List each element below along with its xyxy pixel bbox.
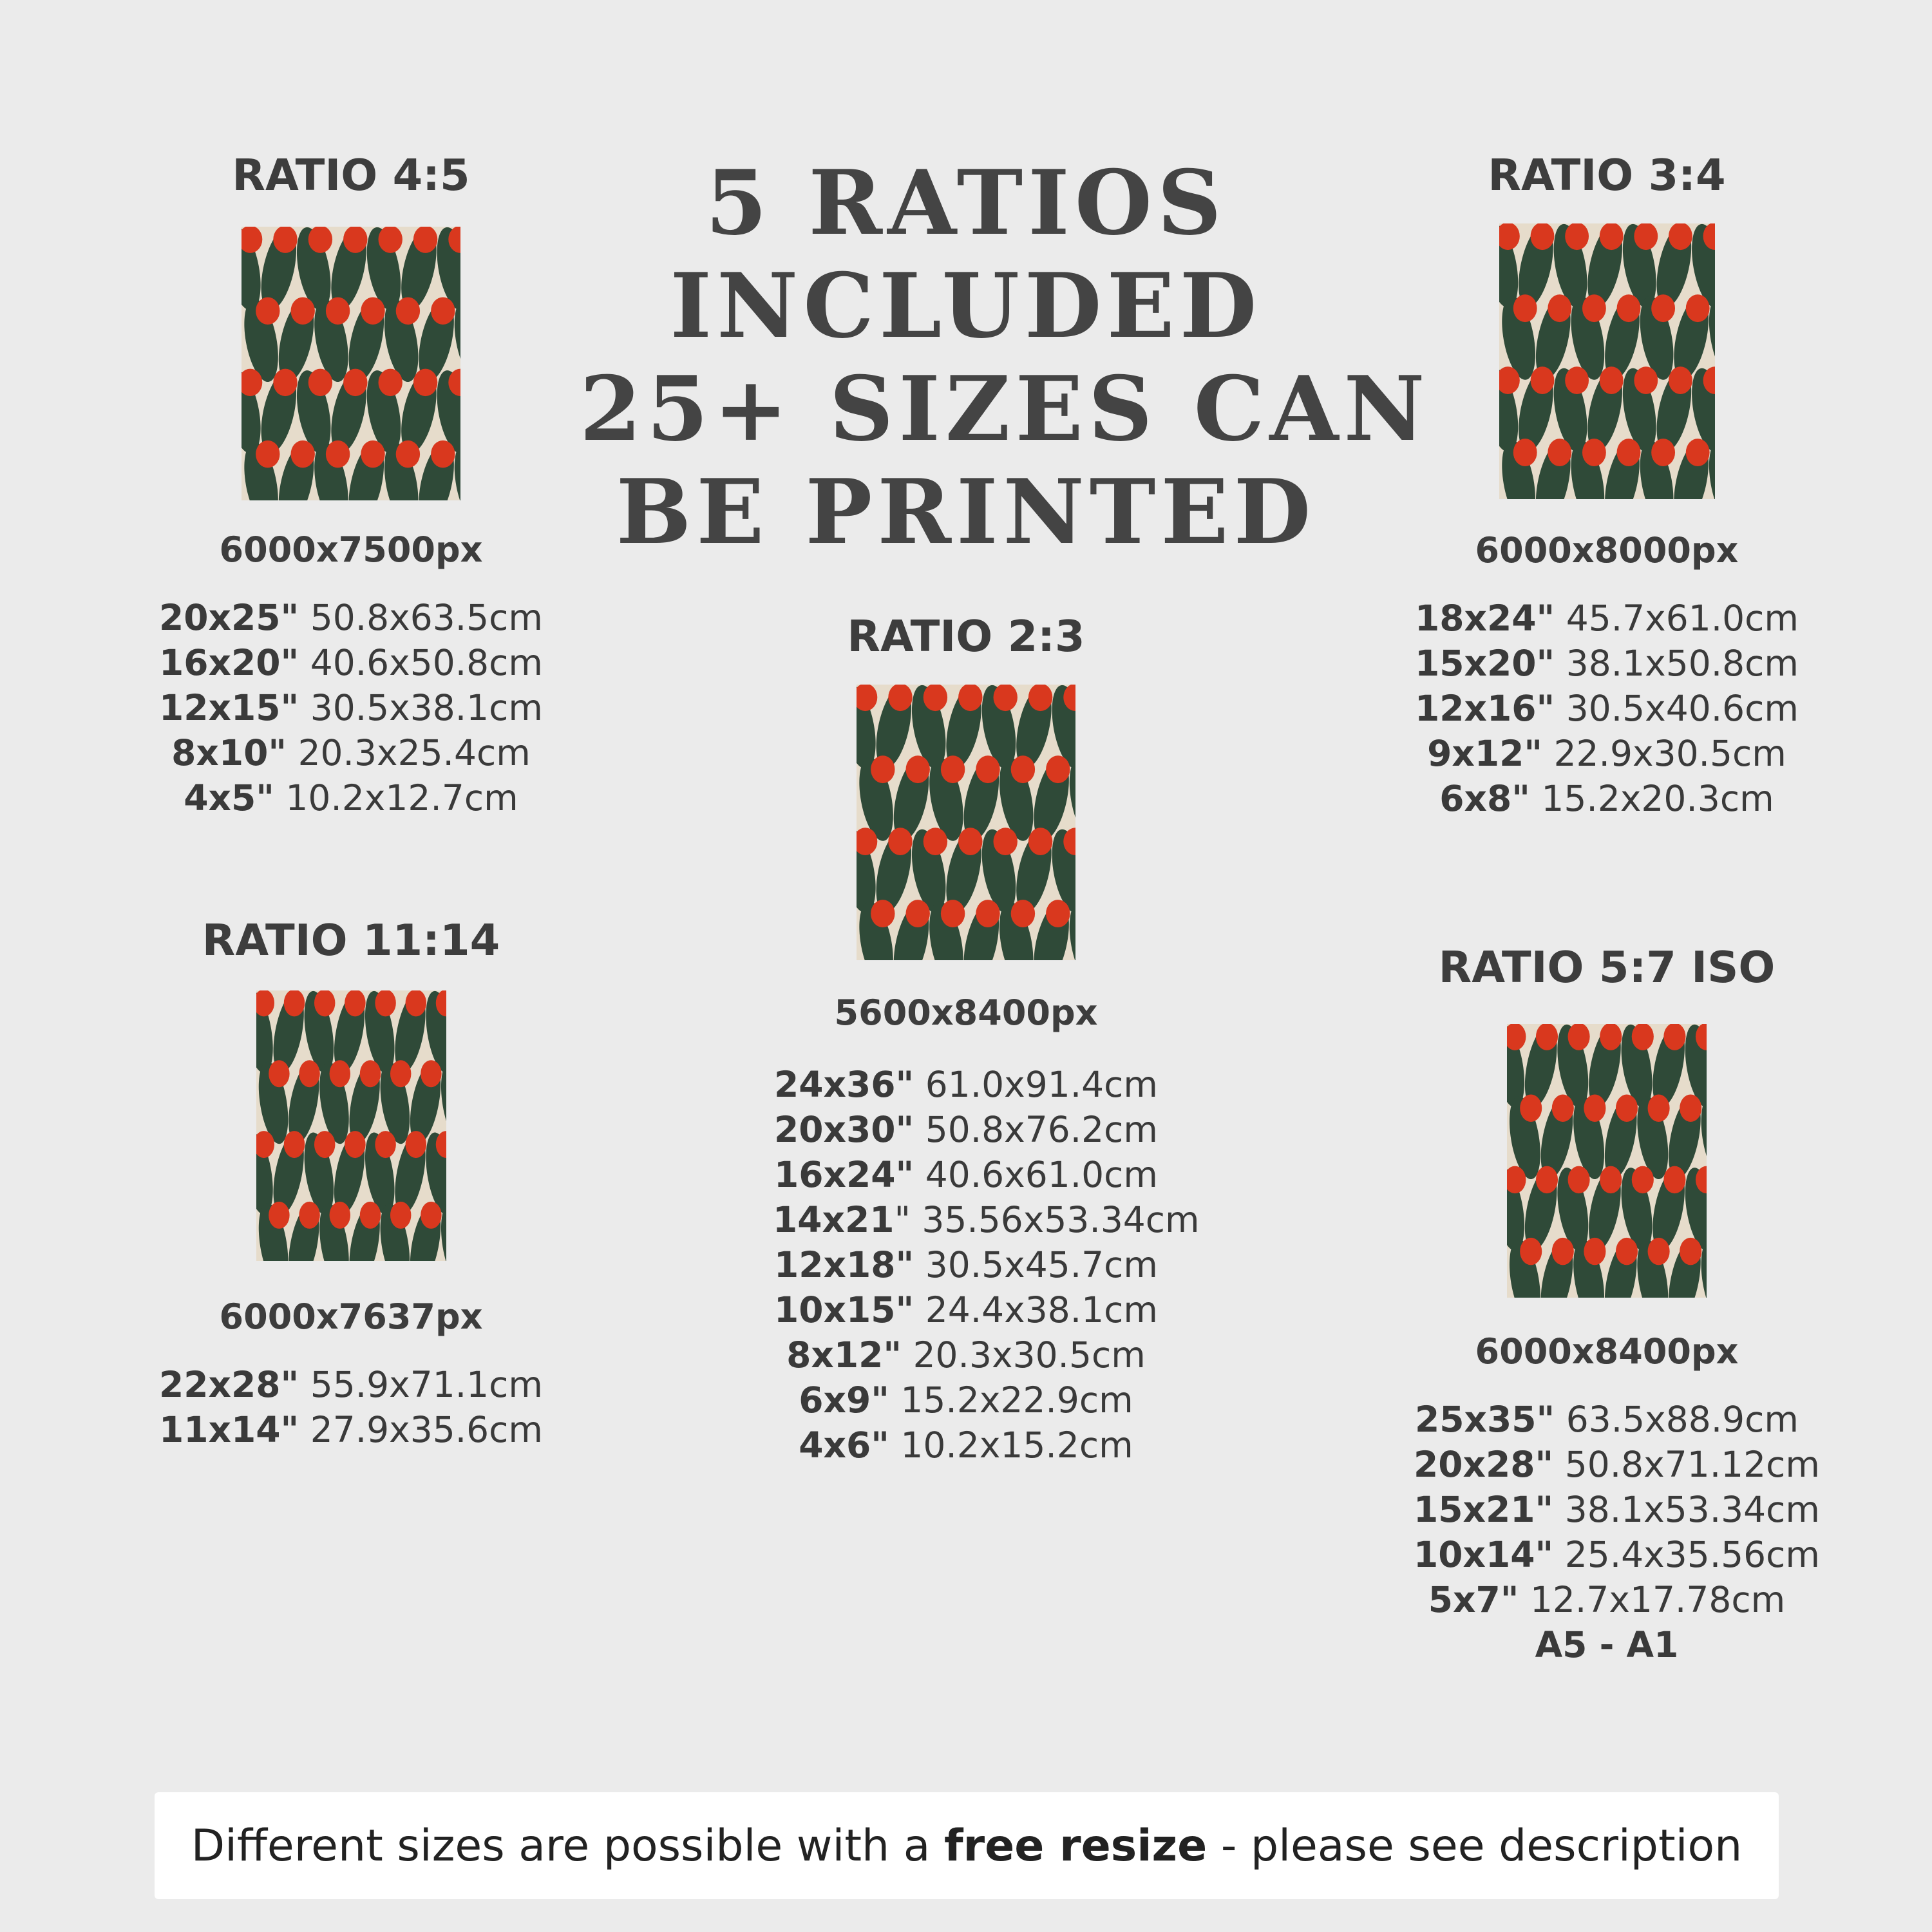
tulip-artwork-thumbnail [242, 227, 460, 500]
size-row: 22x28" 55.9x71.1cm [159, 1364, 543, 1405]
banner-text-end: - please see description [1207, 1820, 1743, 1871]
free-resize-banner [155, 1792, 1779, 1899]
size-row: 9x12" 22.9x30.5cm [1427, 733, 1786, 774]
ratio-5-7-iso-group [1414, 942, 1820, 1667]
size-row: 5x7" 12.7x17.78cm [1428, 1579, 1786, 1620]
size-list [158, 595, 544, 820]
size-row: 18x24" 45.7x61.0cm [1415, 598, 1799, 639]
size-row: 20x25" 50.8x63.5cm [159, 597, 543, 638]
banner-text-bold: free resize [944, 1820, 1208, 1871]
size-row: 16x24" 40.6x61.0cm [774, 1154, 1158, 1195]
tulip-artwork-thumbnail [1499, 223, 1715, 499]
size-row: 24x36" 61.0x91.4cm [774, 1064, 1158, 1105]
headline [580, 150, 1430, 564]
size-row: 10x15" 24.4x38.1cm [774, 1289, 1158, 1331]
pixel-dimensions: 6000x8000px [1475, 530, 1739, 571]
size-row: 4x5" 10.2x12.7cm [184, 777, 518, 819]
size-row: 20x30" 50.8x76.2cm [774, 1109, 1158, 1150]
size-list [1414, 596, 1800, 821]
ratio-2-3-group [773, 611, 1200, 1468]
pixel-dimensions: 5600x8400px [834, 992, 1098, 1033]
ratio-11-14-group [158, 914, 544, 1452]
size-row: 6x8" 15.2x20.3cm [1439, 778, 1774, 819]
size-list [773, 1062, 1200, 1468]
size-row: 8x10" 20.3x25.4cm [171, 732, 531, 773]
size-row: 15x21" 38.1x53.34cm [1414, 1489, 1820, 1530]
headline-line-1: 5 RATIOS [705, 150, 1227, 255]
iso-size-range: A5 - A1 [1535, 1624, 1679, 1665]
size-row: 8x12" 20.3x30.5cm [786, 1334, 1146, 1376]
ratio-3-4-group [1414, 149, 1800, 821]
size-row: 12x15" 30.5x38.1cm [159, 687, 543, 728]
banner-text-start: Different sizes are possible with a [191, 1820, 945, 1871]
size-row: 16x20" 40.6x50.8cm [159, 642, 543, 683]
pixel-dimensions: 6000x7637px [219, 1296, 483, 1337]
size-row: 20x28" 50.8x71.12cm [1414, 1444, 1820, 1485]
headline-line-3: 25+ SIZES CAN [580, 356, 1430, 461]
size-row: 12x18" 30.5x45.7cm [774, 1244, 1158, 1285]
tulip-artwork-thumbnail [1507, 1024, 1707, 1298]
size-list [158, 1362, 544, 1452]
ratio-title: RATIO 3:4 [1488, 150, 1726, 200]
size-row: 10x14" 25.4x35.56cm [1414, 1534, 1820, 1575]
size-list [1414, 1397, 1820, 1667]
size-row: 25x35" 63.5x88.9cm [1415, 1399, 1799, 1440]
size-row: 14x21" 35.56x53.34cm [773, 1199, 1200, 1240]
size-row: 11x14" 27.9x35.6cm [159, 1409, 543, 1450]
tulip-artwork-thumbnail [256, 990, 446, 1261]
tulip-artwork-thumbnail [857, 685, 1075, 960]
size-row: 15x20" 38.1x50.8cm [1415, 643, 1799, 684]
headline-line-2: INCLUDED [670, 253, 1262, 358]
size-row: 6x9" 15.2x22.9cm [799, 1379, 1133, 1421]
ratio-4-5-group [158, 149, 544, 820]
ratio-title: RATIO 4:5 [232, 150, 470, 200]
ratio-title: RATIO 5:7 ISO [1438, 942, 1776, 992]
size-row: 12x16" 30.5x40.6cm [1415, 688, 1799, 729]
ratio-title: RATIO 11:14 [202, 915, 500, 965]
ratio-title: RATIO 2:3 [847, 611, 1085, 661]
size-row: 4x6" 10.2x15.2cm [799, 1425, 1133, 1466]
headline-line-4: BE PRINTED [616, 459, 1316, 564]
pixel-dimensions: 6000x8400px [1475, 1331, 1739, 1372]
pixel-dimensions: 6000x7500px [219, 529, 483, 570]
